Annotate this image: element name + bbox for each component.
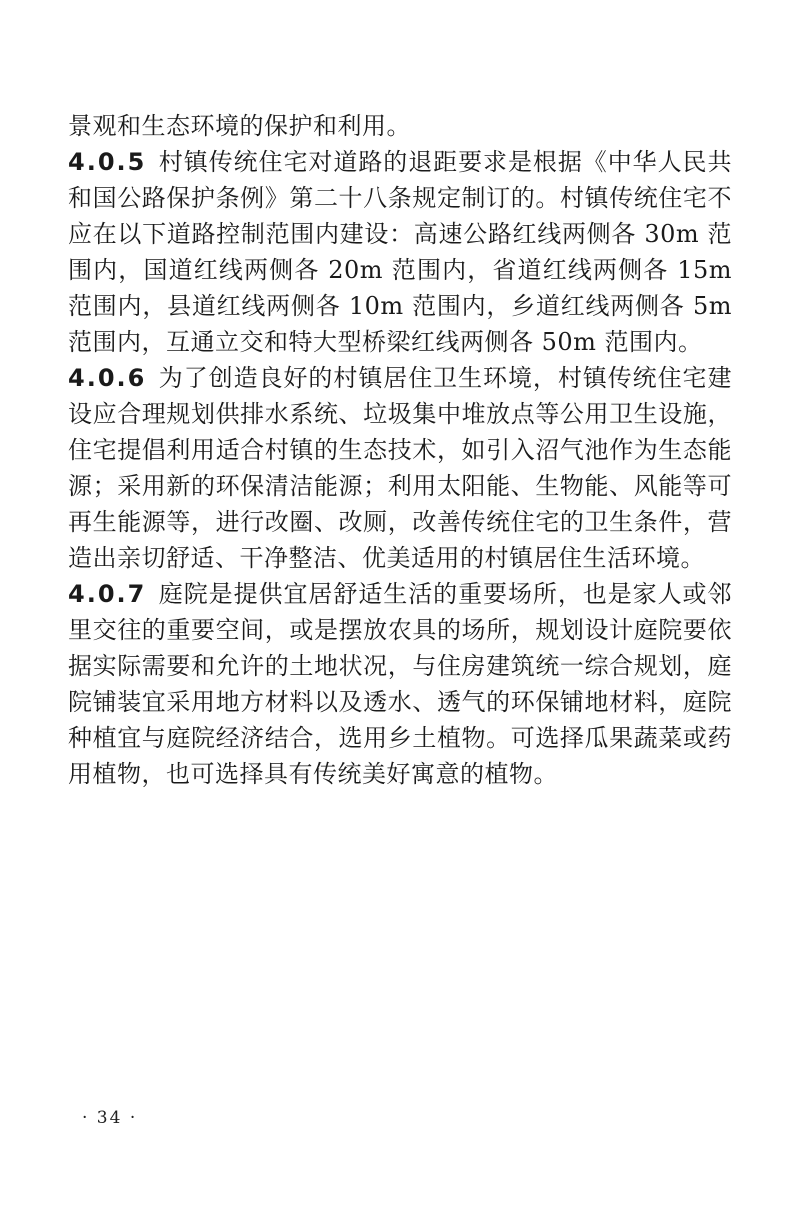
paragraph-continuation [68, 108, 732, 144]
clause-text: 为了创造良好的村镇居住卫生环境，村镇传统住宅建设应合理规划供排水系统、垃圾集中堆放点等公用卫生设施，住宅提倡利用适合村镇的生态技术，如引入沼气池作为生态能源；采用新的环保清洁能源；利用太阳能、生物能、风能等可再生能源等，进行改圈、改厕，改善传统住宅的卫生条件，营造出亲切舒适、干净整洁、优美适用的村镇居住生活环境。 [68, 364, 732, 572]
clause-4-0-5 [68, 144, 732, 360]
clause-number: 4.0.6 [68, 364, 147, 392]
paragraph-text: 景观和生态环境的保护和利用。 [68, 112, 411, 140]
clause-4-0-6 [68, 360, 732, 576]
clause-text: 村镇传统住宅对道路的退距要求是根据《中华人民共和国公路保护条例》第二十八条规定制订的。村镇传统住宅不应在以下道路控制范围内建设：高速公路红线两侧各 30m 范围内，国道红线两侧各 20m 范围内，省道红线两侧各 15m 范围内，县道红线两侧各 10m 范围内，乡道红线两侧各 5m 范围内，互通立交和特大型桥梁红线两侧各 50m 范围内。 [68, 148, 732, 356]
page-number: · 34 · [82, 1108, 138, 1128]
clause-number: 4.0.5 [68, 148, 147, 176]
clause-4-0-7 [68, 576, 732, 792]
clause-number: 4.0.7 [68, 580, 147, 608]
body-text [68, 108, 732, 792]
clause-text: 庭院是提供宜居舒适生活的重要场所，也是家人或邻里交往的重要空间，或是摆放农具的场所，规划设计庭院要依据实际需要和允许的土地状况，与住房建筑统一综合规划，庭院铺装宜采用地方材料以及透水、透气的环保铺地材料，庭院种植宜与庭院经济结合，选用乡土植物。可选择瓜果蔬菜或药用植物，也可选择具有传统美好寓意的植物。 [68, 580, 732, 788]
